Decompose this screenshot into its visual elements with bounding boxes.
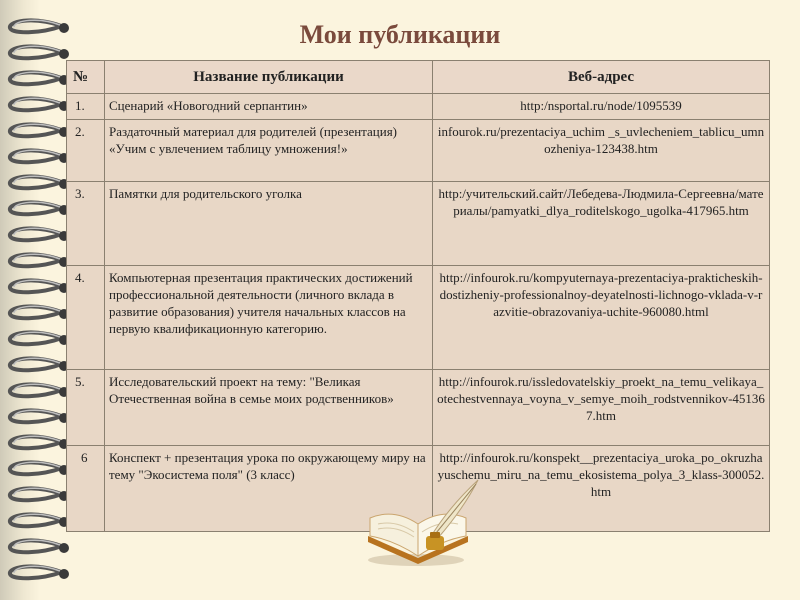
page-title: Мои публикации xyxy=(299,20,501,49)
spiral-ring xyxy=(10,488,69,501)
spiral-ring xyxy=(10,384,69,397)
column-header-name: Название публикации xyxy=(105,61,433,94)
table-row xyxy=(67,370,770,446)
open-book-quill-icon xyxy=(364,478,482,568)
publication-url[interactable]: http://infourok.ru/kompyuternaya-prezentaciya-prakticheskih-dostizheniy-professionalnoy-deyatelnosti-lichnogo-vklada-v-razvitie-obrazovaniya-uchite-960080.html xyxy=(433,266,770,370)
row-number: 5. xyxy=(67,370,105,446)
row-number: 6 xyxy=(67,446,105,532)
publication-url[interactable]: http://infourok.ru/konspekt__prezentaciya_uroka_po_okruzhayuschemu_miru_na_temu_ekosistema_polya_3_klass-300052.htm xyxy=(433,446,770,532)
row-number: 1. xyxy=(67,94,105,120)
spiral-ring xyxy=(10,410,69,423)
publication-url[interactable]: http://infourok.ru/issledovatelskiy_proekt_na_temu_velikaya_otechestvennaya_voyna_v_semye_moih_rodstvennikov-451367.htm xyxy=(433,370,770,446)
spiral-ring xyxy=(10,150,69,163)
spiral-ring xyxy=(10,566,69,579)
spiral-ring xyxy=(10,202,69,215)
publication-name: Компьютерная презентация практических достижений профессиональной деятельности (личного вклада в развитие образования) учителя начальных классов на первую квалификационную категорию. xyxy=(105,266,433,370)
publication-name: Памятки для родительского уголка xyxy=(105,182,433,266)
spiral-ring xyxy=(10,72,69,85)
spiral-ring xyxy=(10,124,69,137)
spiral-ring xyxy=(10,436,69,449)
spiral-ring xyxy=(10,280,69,293)
publication-url[interactable]: infourok.ru/prezentaciya_uchim _s_uvlecheniem_tablicu_umnozheniya-123438.htm xyxy=(433,120,770,182)
publication-name: Исследовательский проект на тему: "Великая Отечественная война в семье моих родственников» xyxy=(105,370,433,446)
publications-table xyxy=(66,60,770,532)
publication-name: Сценарий «Новогодний серпантин» xyxy=(105,94,433,120)
table-row xyxy=(67,266,770,370)
spiral-ring xyxy=(10,306,69,319)
table-row xyxy=(67,94,770,120)
spiral-ring xyxy=(10,514,69,527)
publication-url[interactable]: http:/учительский.сайт/Лебедева-Людмила-Сергеевна/материалы/pamyatki_dlya_roditelskogo_ugolka-417965.htm xyxy=(433,182,770,266)
publication-url[interactable]: http:/nsportal.ru/node/1095539 xyxy=(433,94,770,120)
table-header-row xyxy=(67,61,770,94)
column-header-url: Веб-адрес xyxy=(433,61,770,94)
table-row xyxy=(67,182,770,266)
spiral-ring xyxy=(10,540,69,553)
column-header-num: № xyxy=(67,61,105,94)
table-row xyxy=(67,120,770,182)
publication-name: Раздаточный материал для родителей (презентация) «Учим с увлечением таблицу умножения!» xyxy=(105,120,433,182)
spiral-ring xyxy=(10,98,69,111)
spiral-ring xyxy=(10,358,69,371)
row-number: 2. xyxy=(67,120,105,182)
spiral-ring xyxy=(10,228,69,241)
row-number: 3. xyxy=(67,182,105,266)
spiral-ring xyxy=(10,332,69,345)
spiral-ring xyxy=(10,176,69,189)
spiral-ring xyxy=(10,462,69,475)
spiral-ring xyxy=(10,254,69,267)
row-number: 4. xyxy=(67,266,105,370)
publication-name: Конспект + презентация урока по окружающему миру на тему "Экосистема поля" (3 класс) xyxy=(105,446,433,532)
